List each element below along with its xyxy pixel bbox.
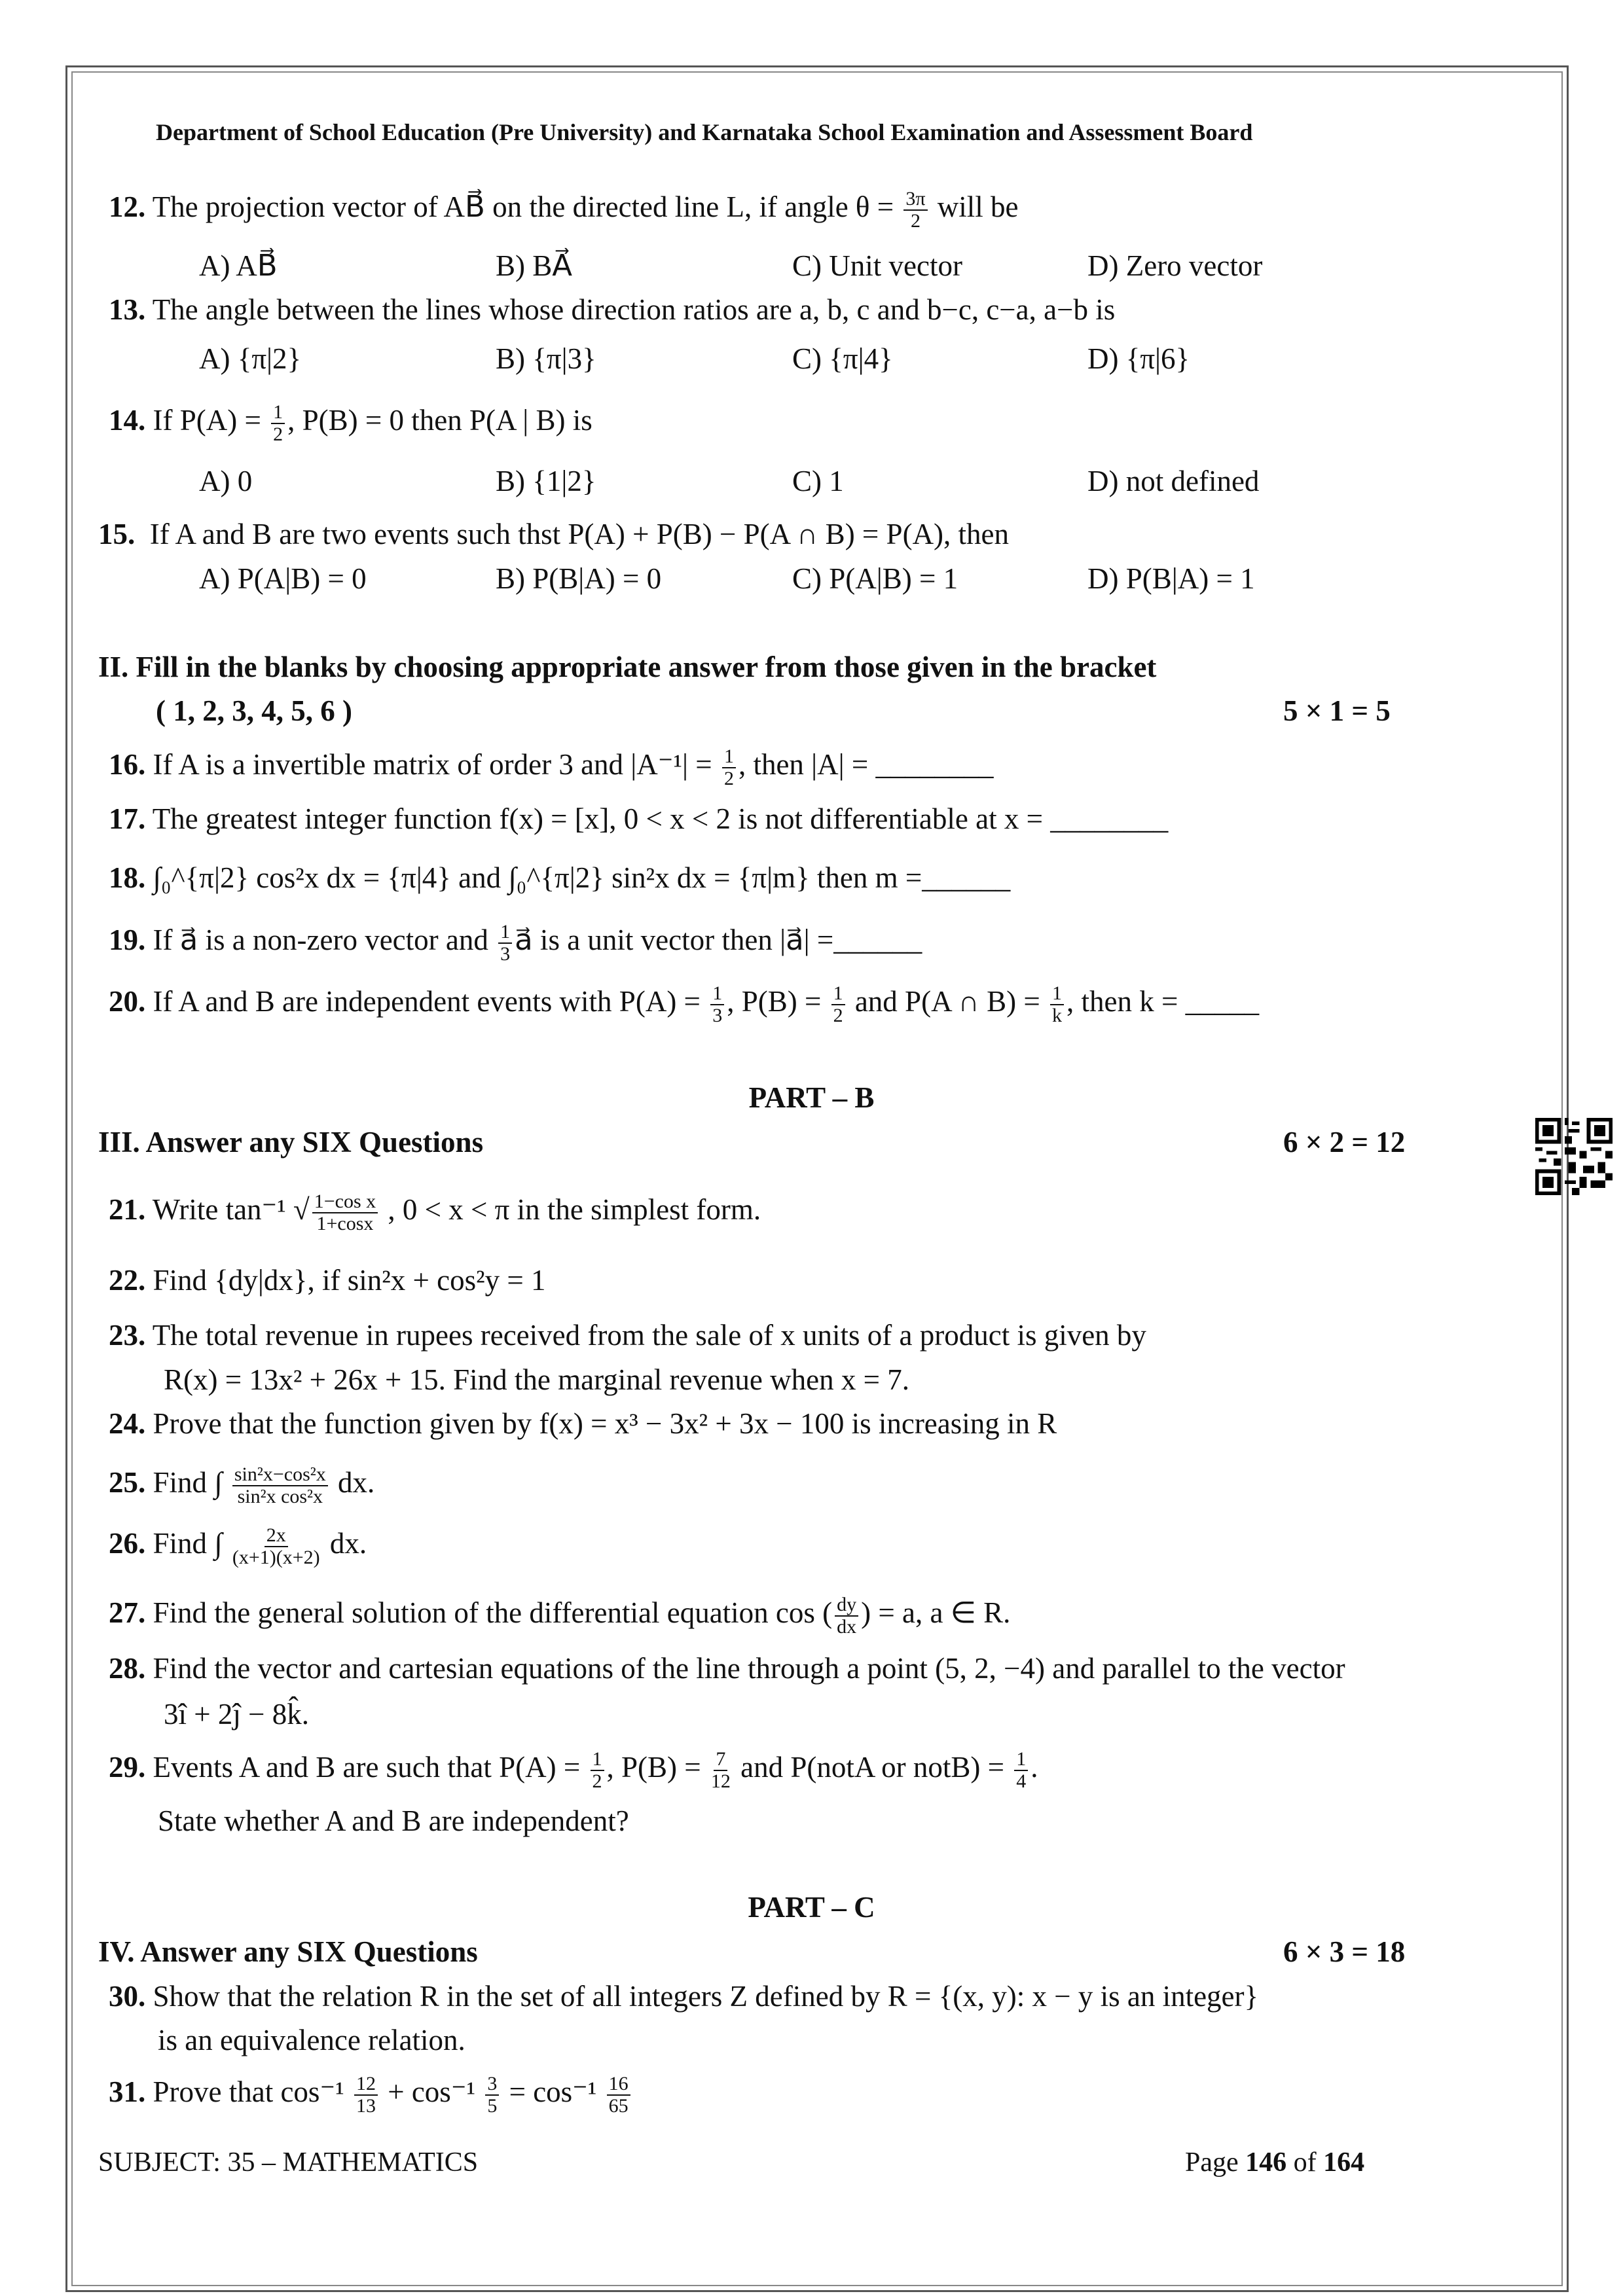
option-a: A) {π|2} [199, 342, 302, 375]
option-b: B) {1|2} [496, 465, 596, 497]
fraction: $\frac{\text{sin²x−cos²x}}{\text{sin²x cos²x}}$ [232, 1464, 328, 1507]
option-d: D) P(B|A) = 1 [1087, 562, 1255, 595]
page-of: of [1293, 2147, 1317, 2178]
question-number: 27. [109, 1596, 146, 1629]
fraction: $\frac{1}{2}$ [722, 746, 736, 789]
option-b: B) P(B|A) = 0 [496, 562, 662, 595]
fraction: $\frac{7}{12}$ [710, 1748, 731, 1792]
current-page: 146 [1245, 2147, 1287, 2178]
fraction: $\frac{1}{3}$ [498, 922, 512, 965]
question-number: 29. [109, 1751, 146, 1784]
option-c: C) 1 [792, 465, 844, 497]
total-pages: 164 [1323, 2147, 1365, 2178]
question-text: If A and B are independent events with P(A) = $\frac{1}{3}$ , P(B) = $\frac{1}{2}$ and P(A ∩ B) = $\frac{1}{k}$ , then k = _____ [153, 982, 1260, 1026]
question-number: 14. [109, 404, 146, 437]
question-number: 18. [109, 861, 146, 894]
question-24 [109, 1404, 1057, 1443]
question-23-cont: R(x) = 13x² + 26x + 15. Find the marginal revenue when x = 7. [164, 1363, 909, 1396]
question-text: Events A and B are such that P(A) = $\frac{1}{2}$ , P(B) = $\frac{7}{12}$ and P(notA or notB) = $\frac{1}{4}$ . [153, 1748, 1038, 1792]
section-marks: 5 × 1 = 5 [1283, 694, 1391, 727]
question-14 [109, 401, 593, 445]
question-text: Find {dy|dx}, if sin²x + cos²y = 1 [153, 1264, 546, 1297]
section-3-header [98, 1122, 1473, 1162]
option-a: A) 0 [199, 465, 253, 497]
question-number: 12. [109, 190, 146, 223]
question-text: Write tan⁻¹ √ $\frac{\text{1−cos x}}{1+\cos x}$ , 0 < x < π in the simplest form. [152, 1190, 761, 1234]
question-number: 25. [109, 1466, 146, 1499]
question-text: Show that the relation R in the set of all integers Z defined by R = {(x, y): x − y is an integer} [153, 1980, 1259, 2013]
question-text: ∫₀^{π|2} cos²x dx = {π|4} and ∫₀^{π|2} sin²x dx = {π|m} then m =______ [153, 861, 1011, 894]
option-d: D) Zero vector [1087, 249, 1263, 282]
question-28 [109, 1649, 1345, 1688]
fraction: $\frac{1}{2}$ [591, 1749, 604, 1792]
question-text: If A is a invertible matrix of order 3 and |A⁻¹| = $\frac{1}{2}$ , then |A| = ________ [153, 745, 994, 789]
question-text: Find ∫ $\frac{2x}{(x+1)(x+2)}$ dx. [153, 1524, 367, 1568]
question-text: The total revenue in rupees received from the sale of x units of a product is given by [152, 1319, 1146, 1352]
question-text: Prove that cos⁻¹ $\frac{12}{13}$ + cos⁻¹ $\frac{3}{5}$ = cos⁻¹ $\frac{16}{65}$ [153, 2075, 633, 2108]
fraction: $\frac{\text{1−cos x}}{1+\cos x}$ [312, 1191, 378, 1234]
question-25 [109, 1463, 374, 1507]
question-text: Prove that the function given by f(x) = x³ − 3x² + 3x − 100 is increasing in R [153, 1407, 1057, 1440]
question-29 [109, 1748, 1038, 1792]
section-title: IV. Answer any SIX Questions [98, 1935, 478, 1968]
question-number: 17. [109, 802, 146, 835]
footer-page-number [1185, 2143, 1364, 2182]
question-17 [109, 799, 1168, 838]
page-label: Page [1185, 2147, 1239, 2178]
option-c: C) Unit vector [792, 249, 962, 282]
question-27 [109, 1593, 1010, 1638]
fraction: $\frac{3\pi}{2}$ [903, 188, 927, 232]
question-28-cont: 3î + 2ĵ − 8k̂. [164, 1698, 310, 1731]
section-title: III. Answer any SIX Questions [98, 1126, 484, 1158]
question-number: 19. [109, 924, 146, 956]
section-marks: 6 × 3 = 18 [1283, 1935, 1406, 1968]
question-number: 24. [109, 1407, 146, 1440]
question-20 [109, 982, 1259, 1026]
footer-subject: SUBJECT: 35 – MATHEMATICS [98, 2147, 479, 2178]
section-2-bracket [156, 691, 1465, 730]
question-text: If P(A) = $\frac{1}{2}$ , P(B) = 0 then P(A | B) is [153, 401, 593, 445]
question-text: If A and B are two events such thst P(A) + P(B) − P(A ∩ B) = P(A), then [149, 518, 1010, 550]
fraction: $\frac{16}{65}$ [607, 2073, 630, 2117]
section-marks: 6 × 2 = 12 [1283, 1126, 1406, 1158]
qr-code-icon [1535, 1118, 1613, 1195]
fraction: $\frac{dy}{dx}$ [835, 1594, 858, 1638]
question-number: 13. [109, 293, 146, 326]
question-31 [109, 2072, 633, 2117]
question-number: 16. [109, 748, 146, 781]
option-b: B) BA⃗ [496, 249, 573, 282]
question-text: Find ∫ $\frac{\text{sin²x−cos²x}}{\text{sin²x cos²x}}$ dx. [153, 1463, 375, 1507]
question-12 [109, 187, 1019, 232]
question-text: If a⃗ is a non-zero vector and $\frac{1}{3}$ a⃗ is a unit vector then |a⃗| =______ [153, 920, 922, 965]
option-d: D) not defined [1087, 465, 1260, 497]
option-a: A) P(A|B) = 0 [199, 562, 367, 595]
question-text: The projection vector of AB⃗ on the directed line L, if angle θ = $\frac{3\pi}{2}$ will be [152, 187, 1019, 232]
question-number: 15. [98, 518, 136, 550]
answer-choices: ( 1, 2, 3, 4, 5, 6 ) [156, 694, 352, 727]
fraction: $\frac{1}{4}$ [1014, 1749, 1028, 1792]
fraction: $\frac{1}{2}$ [271, 402, 285, 445]
question-number: 21. [109, 1193, 146, 1226]
question-text: The greatest integer function f(x) = [x], 0 < x < 2 is not differentiable at x = ________ [152, 802, 1169, 835]
question-number: 28. [109, 1652, 146, 1685]
question-number: 23. [109, 1319, 146, 1352]
question-13 [109, 290, 1115, 329]
option-c: C) P(A|B) = 1 [792, 562, 958, 595]
question-number: 31. [109, 2075, 146, 2108]
option-d: D) {π|6} [1087, 342, 1190, 375]
question-19 [109, 920, 922, 965]
question-text: Find the vector and cartesian equations of the line through a point (5, 2, −4) and parallel to the vector [153, 1652, 1345, 1685]
question-30-cont: is an equivalence relation. [158, 2024, 465, 2056]
question-29-cont: State whether A and B are independent? [158, 1804, 629, 1837]
part-b-title: PART – B [748, 1081, 875, 1114]
question-number: 22. [109, 1264, 146, 1297]
question-number: 26. [109, 1527, 146, 1560]
question-text: Find the general solution of the differential equation cos ( $\frac{dy}{dx}$ ) = a, a ∈ R. [153, 1593, 1011, 1638]
question-number: 20. [109, 985, 146, 1018]
question-18 [109, 858, 1010, 897]
question-21 [109, 1190, 761, 1234]
section-2-title: II. Fill in the blanks by choosing appropriate answer from those given in the bracket [98, 651, 1157, 683]
question-text: The angle between the lines whose direction ratios are a, b, c and b−c, c−a, a−b is [152, 293, 1116, 326]
section-4-header [98, 1932, 1473, 1971]
fraction: $\frac{12}{13}$ [354, 2073, 378, 2117]
question-number: 30. [109, 1980, 146, 2013]
question-15 [98, 514, 1009, 554]
option-c: C) {π|4} [792, 342, 893, 375]
fraction: $\frac{1}{2}$ [831, 983, 845, 1026]
fraction: $\frac{3}{5}$ [485, 2073, 499, 2117]
fraction: $\frac{1}{k}$ [1050, 983, 1064, 1026]
question-16 [109, 745, 994, 789]
question-30 [109, 1977, 1258, 2016]
option-b: B) {π|3} [496, 342, 596, 375]
board-header: Department of School Education (Pre University) and Karnataka School Examination and Assessment Board [156, 119, 1253, 145]
question-23 [109, 1316, 1146, 1355]
fraction: $\frac{1}{3}$ [710, 983, 724, 1026]
fraction: $\frac{2x}{(x+1)(x+2)}$ [232, 1524, 320, 1568]
option-a: A) AB⃗ [199, 249, 278, 282]
question-22 [109, 1261, 545, 1300]
question-26 [109, 1524, 367, 1568]
part-c-title: PART – C [748, 1891, 875, 1924]
